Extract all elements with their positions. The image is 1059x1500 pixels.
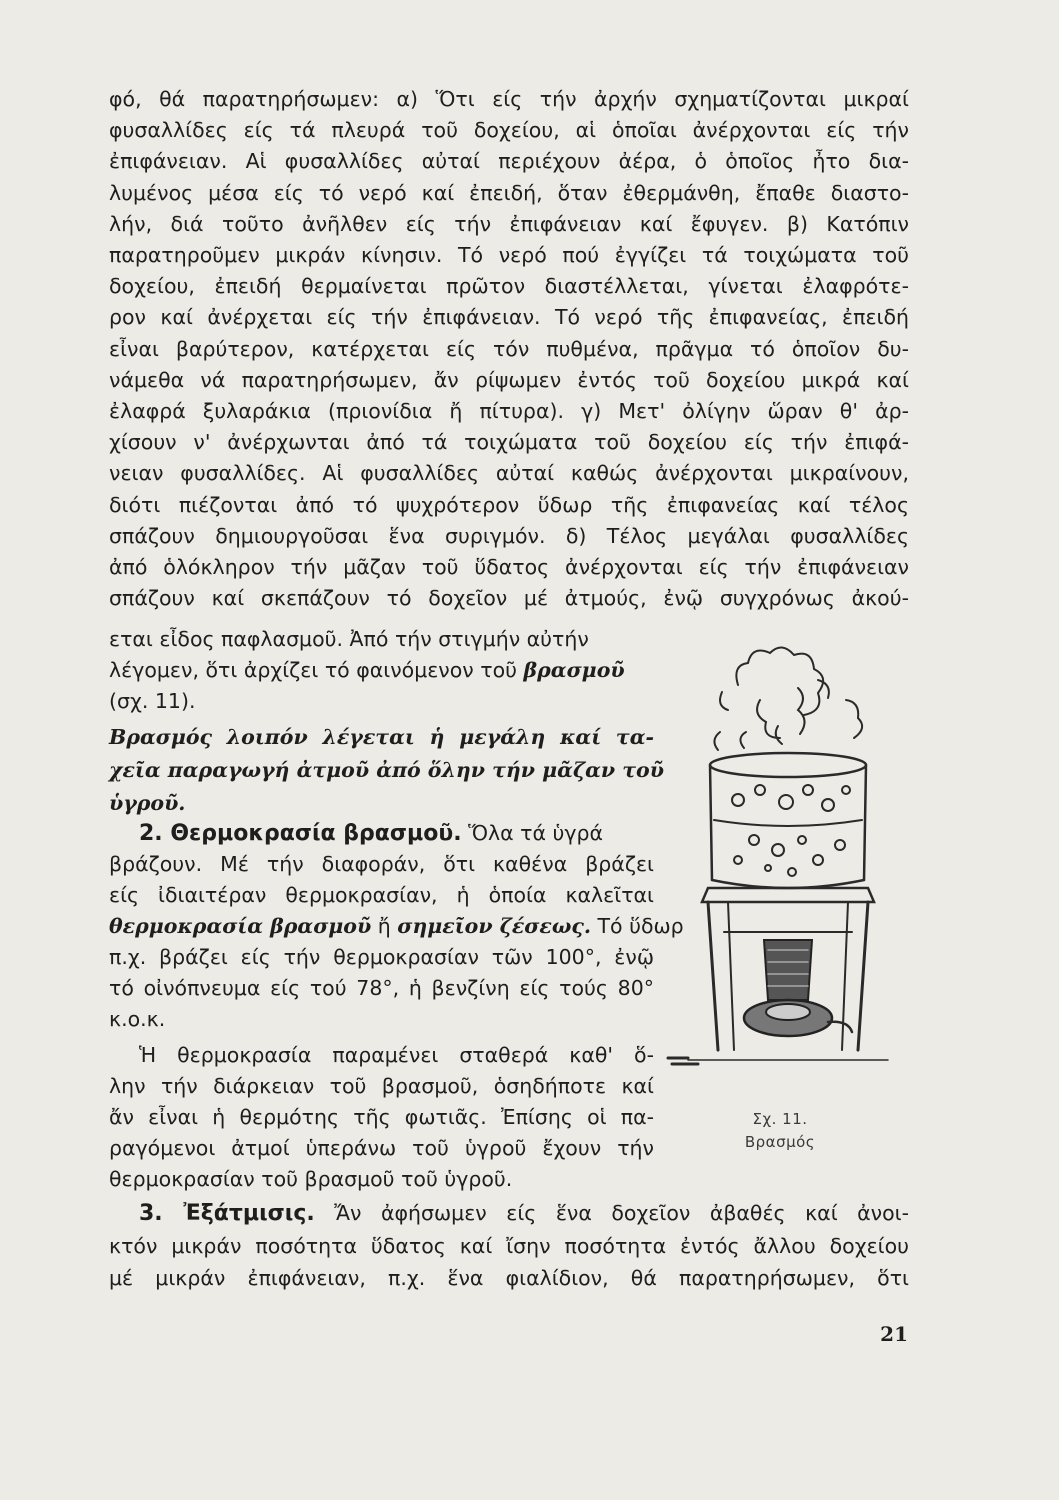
text-line: φό, θά παρατηρήσωμεν: α) Ὅτι είς τήν ἀρχήν σχηματίζονται μικραί — [109, 87, 909, 111]
text-line: παρατηροῦμεν μικράν κίνησιν. Τό νερό πού ἐγγίζει τά τοιχώματα τοῦ — [109, 243, 909, 267]
text-line: ρον καί ἀνέρχεται είς τήν ἐπιφάνειαν. Τό νερό τῆς ἐπιφανείας, ἐπειδή — [109, 305, 909, 330]
text-line: (σχ. 11). — [109, 689, 196, 713]
text-line: είς ἰδιαιτέραν θερμοκρασίαν, ἡ ὁποία καλεῖται — [109, 883, 654, 907]
text-line — [109, 655, 654, 685]
definition-line: ὑγροῦ. — [109, 791, 186, 815]
section-2-line — [139, 818, 654, 848]
text-fragment: ἤ — [371, 914, 398, 938]
text-line: μέ μικράν ἐπιφάνειαν, π.χ. ἕνα φιαλίδιον, θά παρατηρήσωμεν, ὅτι — [109, 1266, 909, 1290]
boiling-vessel-drawing — [668, 640, 908, 1110]
text-fragment: Τό ὕδωρ — [591, 914, 684, 938]
text-line: κτόν μικράν ποσότητα ὕδατος καί ἴσην ποσότητα ἐντός ἄλλου δοχείου — [109, 1234, 909, 1258]
text-line — [109, 911, 684, 941]
text-fragment: Ὅλα τά ὑγρά — [461, 821, 604, 845]
text-line: εἶναι βαρύτερον, κατέρχεται είς τόν πυθμένα, πρᾶγμα τό ὁποῖον δυ- — [109, 336, 909, 361]
boiling-illustration — [668, 640, 908, 1110]
text-fragment: λέγομεν, ὅτι ἀρχίζει τό φαινόμενον τοῦ — [109, 658, 524, 682]
text-line: ἐπιφάνειαν. Αἱ φυσαλλίδες αὐταί περιέχουν ἀέρα, ὁ ὁποῖος ἦτο δια- — [109, 149, 909, 174]
text-line: ραγόμενοι ἀτμοί ὑπεράνω τοῦ ὑγροῦ ἔχουν τήν — [109, 1136, 654, 1160]
section-3-heading: 3. Ἐξάτμισις. — [139, 1201, 315, 1226]
text-line: λην τήν διάρκειαν τοῦ βρασμοῦ, ὁσηδήποτε καί — [109, 1074, 654, 1098]
text-line: π.χ. βράζει είς τήν θερμοκρασίαν τῶν 100°, ἐνῷ — [109, 945, 654, 969]
text-line: θερμοκρασίαν τοῦ βρασμοῦ τοῦ ὑγροῦ. — [109, 1167, 513, 1191]
definition-line: Βρασμός λοιπόν λέγεται ἡ μεγάλη καί τα- — [109, 725, 654, 749]
text-line: ἐλαφρά ξυλαράκια (πριονίδια ἤ πίτυρα). γ) Μετ' ὀλίγην ὥραν θ' ἀρ- — [109, 399, 909, 423]
text-line: κ.ο.κ. — [109, 1007, 166, 1031]
figure-title: Βρασμός — [744, 1133, 816, 1151]
text-line: ἀπό ὁλόκληρον τήν μᾶζαν τοῦ ὕδατος ἀνέρχονται είς τήν ἐπιφάνειαν — [109, 555, 909, 579]
term-boiling-point: σημεῖον ζέσεως. — [397, 914, 592, 938]
text-line: νάμεθα νά παρατηρήσωμεν, ἄν ρίψωμεν ἐντός τοῦ δοχείου μικρά καί — [109, 367, 909, 392]
text-line: δοχείου, ἐπειδή θερμαίνεται πρῶτον διαστέλλεται, γίνεται ἐλαφρότε- — [109, 274, 909, 299]
section-2-heading: 2. Θερμοκρασία βρασμοῦ. — [139, 821, 462, 846]
term-boiling-temperature: θερμοκρασία βρασμοῦ — [109, 914, 372, 938]
text-line: ἄν εἶναι ἡ θερμότης τῆς φωτιᾶς. Ἐπίσης οἱ πα- — [109, 1105, 654, 1129]
figure-label: Σχ. 11. — [752, 1110, 808, 1128]
definition-line: χεῖα παραγωγή ἀτμοῦ ἀπό ὅλην τήν μᾶζαν τοῦ — [109, 758, 664, 782]
text-line: τό οἰνόπνευμα είς τού 78°, ἡ βενζίνη είς τούς 80° — [109, 976, 654, 1000]
text-line: λυμένος μέσα είς τό νερό καί ἐπειδή, ὅταν ἐθερμάνθη, ἔπαθε διαστο- — [109, 180, 909, 205]
text-fragment: Ἄν ἀφήσωμεν είς ἕνα δοχεῖον ἀβαθές καί ἀνοι- — [314, 1201, 909, 1225]
page-number: 21 — [880, 1322, 908, 1346]
text-line: σπάζουν καί σκεπάζουν τό δοχεῖον μέ ἀτμούς, ἐνῷ συγχρόνως ἀκού- — [109, 586, 909, 611]
text-line: νειαν φυσαλλίδες. Αἱ φυσαλλίδες αὐταί καθώς ἀνέρχονται μικραίνουν, — [109, 461, 909, 486]
text-line: βράζουν. Μέ τήν διαφοράν, ὅτι καθένα βράζει — [109, 852, 654, 876]
text-line: σπάζουν δημιουργοῦσαι ἕνα συριγμόν. δ) Τέλος μεγάλαι φυσαλλίδες — [109, 523, 909, 548]
text-line: Ἡ θερμοκρασία παραμένει σταθερά καθ' ὅ- — [139, 1043, 654, 1067]
text-line: λήν, διά τοῦτο ἀνῆλθεν είς τήν ἐπιφάνειαν καί ἔφυγεν. β) Κατόπιν — [109, 211, 909, 236]
section-3-line — [139, 1198, 909, 1228]
text-line: διότι πιέζονται ἀπό τό ψυχρότερον ὕδωρ τῆς ἐπιφανείας καί τέλος — [109, 492, 909, 517]
text-line: εται εἶδος παφλασμοῦ. Ἀπό τήν στιγμήν αὐτήν — [109, 627, 589, 651]
text-line: φυσαλλίδες είς τά πλευρά τοῦ δοχείου, αἱ ὁποῖαι ἀνέρχονται είς τήν — [109, 118, 909, 143]
term-boiling: βρασμοῦ — [523, 658, 625, 682]
text-line: χίσουν ν' ἀνέρχωνται ἀπό τά τοιχώματα τοῦ δοχείου είς τήν ἐπιφά- — [109, 430, 909, 455]
